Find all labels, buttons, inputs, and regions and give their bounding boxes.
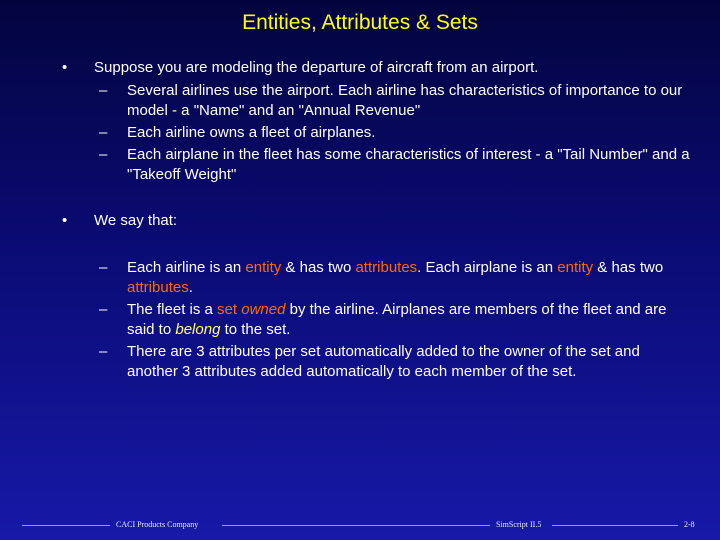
sub-bullet-text: Several airlines use the airport. Each airline has characteristics of importance to our model - a "Name" and an "Annual Revenue" xyxy=(127,82,683,119)
slide-title: Entities, Attributes & Sets xyxy=(242,11,478,34)
text-run: & has two xyxy=(593,259,664,276)
text-run: & has two xyxy=(281,259,356,276)
bullet-text: Suppose you are modeling the departure of aircraft from an airport. xyxy=(94,59,539,76)
sub-bullet-text xyxy=(127,300,692,340)
text-run: Each airline is an xyxy=(127,259,246,276)
keyword-owned: owned xyxy=(241,301,286,318)
keyword-entity: entity xyxy=(245,259,282,276)
sub-bullet-text xyxy=(127,258,692,298)
footer-product: SimScript II.5 xyxy=(496,520,542,529)
sub-bullet-text: Each airplane in the fleet has some characteristics of interest - a "Tail Number" and a "Takeoff Weight" xyxy=(127,146,690,183)
sub-bullet-airlines xyxy=(99,81,699,121)
text-run: The fleet is a xyxy=(127,301,218,318)
sub-bullet-airplane xyxy=(99,145,699,185)
footer-company: CACI Products Company xyxy=(116,520,199,529)
bullet-text: We say that: xyxy=(94,212,178,229)
footer-rule xyxy=(222,525,490,526)
keyword-attributes: attributes xyxy=(355,259,418,276)
sub-bullet-text: There are 3 attributes per set automatically added to the owner of the set and another 3 attributes added automatically to each member of the set. xyxy=(127,343,640,380)
dash-marker: – xyxy=(99,259,108,276)
keyword-set: set xyxy=(217,301,238,318)
sub-bullet-set xyxy=(99,300,699,340)
sub-bullet-entities xyxy=(99,258,699,298)
sub-bullet-attributes-per-set xyxy=(99,342,699,382)
sub-bullet-fleet xyxy=(99,123,699,143)
footer-rule xyxy=(552,525,678,526)
keyword-entity: entity xyxy=(557,259,594,276)
footer-page-number: 2-8 xyxy=(684,520,695,529)
dash-marker: – xyxy=(99,146,108,163)
dash-marker: – xyxy=(99,301,108,318)
text-run: to the set. xyxy=(220,321,291,338)
bullet-marker: • xyxy=(62,59,68,76)
text-run: . Each airplane is an xyxy=(417,259,558,276)
text-run: by the airline. Airplanes are members of the fleet and are said to xyxy=(127,301,667,338)
sub-bullet-text: Each airline owns a fleet of airplanes. xyxy=(127,124,376,141)
keyword-attributes: attributes xyxy=(127,279,189,296)
bullet-marker: • xyxy=(62,212,68,229)
dash-marker: – xyxy=(99,82,108,99)
keyword-belong: belong xyxy=(175,321,221,338)
dash-marker: – xyxy=(99,343,108,360)
slide-footer xyxy=(0,518,720,532)
footer-rule xyxy=(22,525,110,526)
text-run: . xyxy=(188,279,193,296)
dash-marker: – xyxy=(99,124,108,141)
